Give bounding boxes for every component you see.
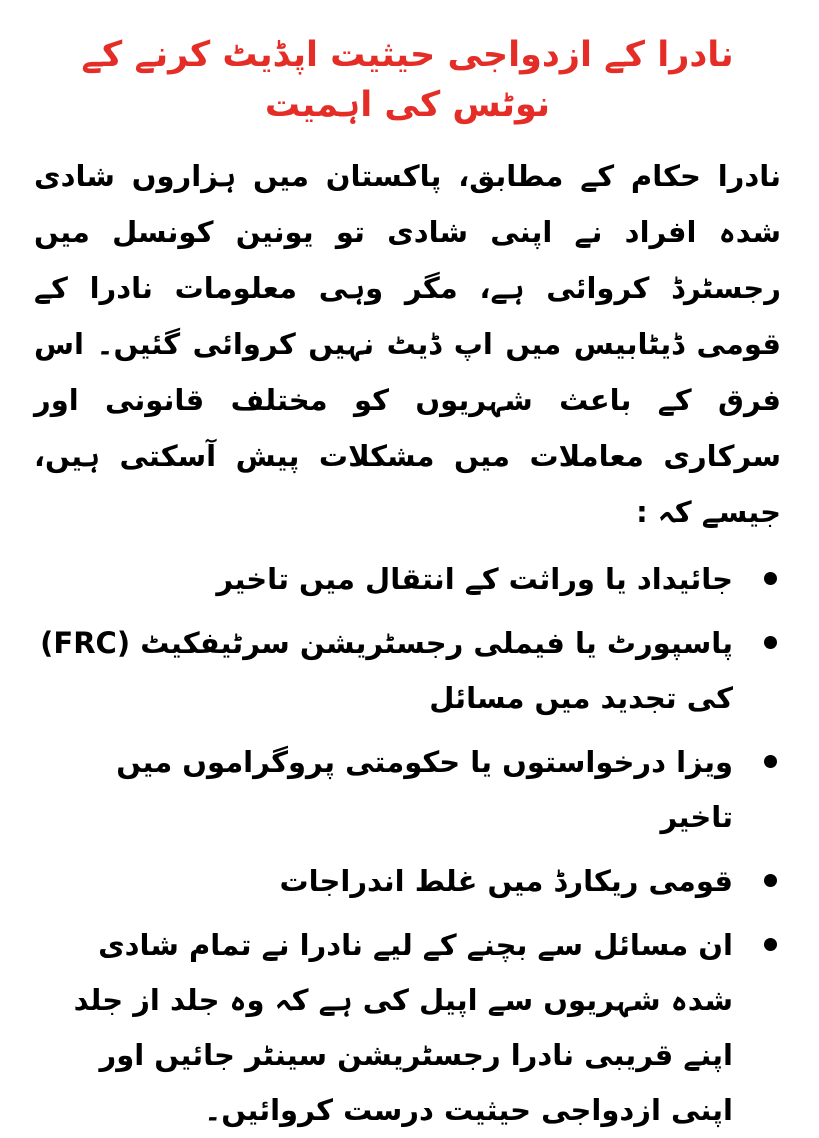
bullet-dot-icon [764,572,777,585]
list-item-text: ان مسائل سے بچنے کے لیے نادرا نے تمام شادی شدہ شہریوں سے اپیل کی ہے کہ وہ جلد از جلد اپنے قریبی نادرا رجسٹریشن سینٹر جائیں اور اپنی ازدواجی حیثیت درست کروائیں۔ [73,928,733,1127]
issues-list [34,552,781,1138]
list-item [34,735,781,845]
list-item [34,552,781,607]
list-item-text: جائیداد یا وراثت کے انتقال میں تاخیر [216,562,733,596]
list-item-text: پاسپورٹ یا فیملی رجسٹریشن سرٹیفکیٹ (FRC) کی تجدید میں مسائل [40,626,733,715]
bullet-dot-icon [764,938,777,951]
article-title: نادرا کے ازدواجی حیثیت اپڈیٹ کرنے کے نوٹس کی اہمیت [81,35,734,125]
list-item-text: ویزا درخواستوں یا حکومتی پروگراموں میں تاخیر [116,745,733,834]
list-item [34,854,781,909]
list-item [34,918,781,1138]
bullet-dot-icon [764,636,777,649]
intro-paragraph: نادرا حکام کے مطابق، پاکستان میں ہزاروں شادی شدہ افراد نے اپنی شادی تو یونین کونسل میں رجسٹرڈ کروائی ہے، مگر وہی معلومات نادرا کے قومی ڈیٹابیس میں اپ ڈیٹ نہیں کروائی گئیں۔ اس فرق کے باعث شہریوں کو مختلف قانونی اور سرکاری معاملات میں مشکلات پیش آسکتی ہیں، جیسے کہ : [34,159,781,529]
list-item [34,616,781,726]
list-item-text: قومی ریکارڈ میں غلط اندراجات [279,864,733,898]
bullet-dot-icon [764,874,777,887]
bullet-dot-icon [764,755,777,768]
